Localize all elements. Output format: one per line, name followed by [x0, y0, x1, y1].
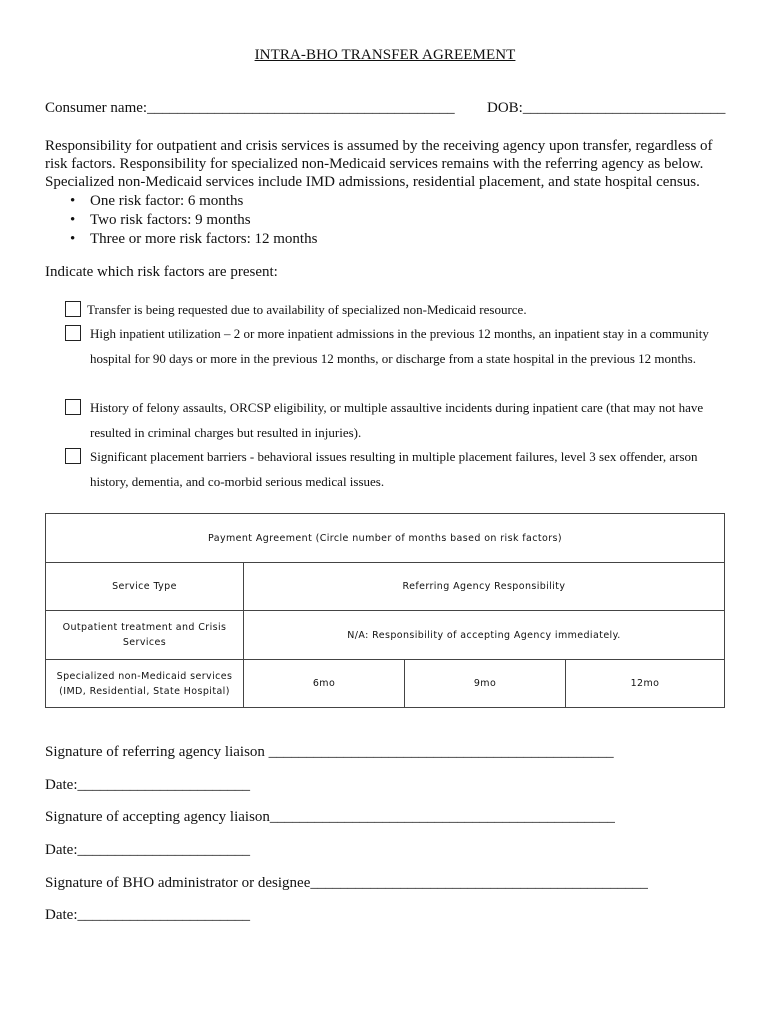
risk-duration-list [70, 192, 317, 249]
risk-factor-checkbox[interactable] [65, 301, 81, 317]
risk-factor-label: History of felony assaults, ORCSP eligibility, or multiple assaultive incidents during inpatient care (that may not have resulted in criminal charges but resulted in injuries). [90, 400, 704, 440]
service-type-cell: Specialized non-Medicaid services (IMD, Residential, State Hospital) [46, 660, 244, 708]
document-title: INTRA-BHO TRANSFER AGREEMENT [254, 47, 516, 63]
months-option-9[interactable]: 9mo [405, 660, 566, 708]
referring-date-field[interactable]: Date:_______________________ [45, 777, 250, 793]
list-item: • One risk factor: 6 months [70, 192, 317, 211]
risk-factor-checkbox[interactable] [65, 399, 81, 415]
accepting-date-field[interactable]: Date:_______________________ [45, 842, 250, 858]
column-header-responsibility: Referring Agency Responsibility [244, 563, 725, 611]
bho-date-field[interactable]: Date:_______________________ [45, 907, 250, 923]
risk-factor-label: High inpatient utilization – 2 or more inpatient admissions in the previous 12 months, an inpatient stay in a community hospital for 90 days or more in the previous 12 months, or discharge from a state hospital in the previous 12 months. [90, 326, 709, 366]
risk-factor-label: Transfer is being requested due to availability of specialized non-Medicaid resource. [87, 302, 527, 317]
table-caption: Payment Agreement (Circle number of months based on risk factors) [46, 514, 725, 563]
risk-factors-prompt: Indicate which risk factors are present: [45, 264, 278, 280]
list-item: • Two risk factors: 9 months [70, 211, 317, 230]
risk-factor-checkbox[interactable] [65, 448, 81, 464]
months-option-12[interactable]: 12mo [566, 660, 725, 708]
bho-administrator-signature-field[interactable]: Signature of BHO administrator or designee_____________________________________________ [45, 875, 648, 891]
service-type-cell: Outpatient treatment and Crisis Services [46, 611, 244, 660]
list-item: • Three or more risk factors: 12 months [70, 230, 317, 249]
risk-factor-label: Significant placement barriers - behavioral issues resulting in multiple placement failures, level 3 sex offender, arson history, dementia, and co-morbid serious medical issues. [90, 449, 698, 489]
column-header-service-type: Service Type [46, 563, 244, 611]
consumer-name-field[interactable]: Consumer name:_________________________________________ [45, 100, 455, 116]
intro-paragraph: Responsibility for outpatient and crisis services is assumed by the receiving agency upon transfer, regardless of risk factors. Responsibility for specialized non-Medicaid services remains with the referring agency as below. Specialized non-Medicaid services include IMD admissions, residential placement, and state hospital census. [45, 138, 713, 190]
accepting-liaison-signature-field[interactable]: Signature of accepting agency liaison______________________________________________ [45, 809, 615, 825]
referring-liaison-signature-field[interactable]: Signature of referring agency liaison ______________________________________________ [45, 744, 614, 760]
dob-field[interactable]: DOB:___________________________ [487, 100, 726, 116]
responsibility-cell: N/A: Responsibility of accepting Agency immediately. [244, 611, 725, 660]
payment-agreement-table [45, 513, 725, 708]
months-option-6[interactable]: 6mo [244, 660, 405, 708]
risk-factor-checkbox[interactable] [65, 325, 81, 341]
